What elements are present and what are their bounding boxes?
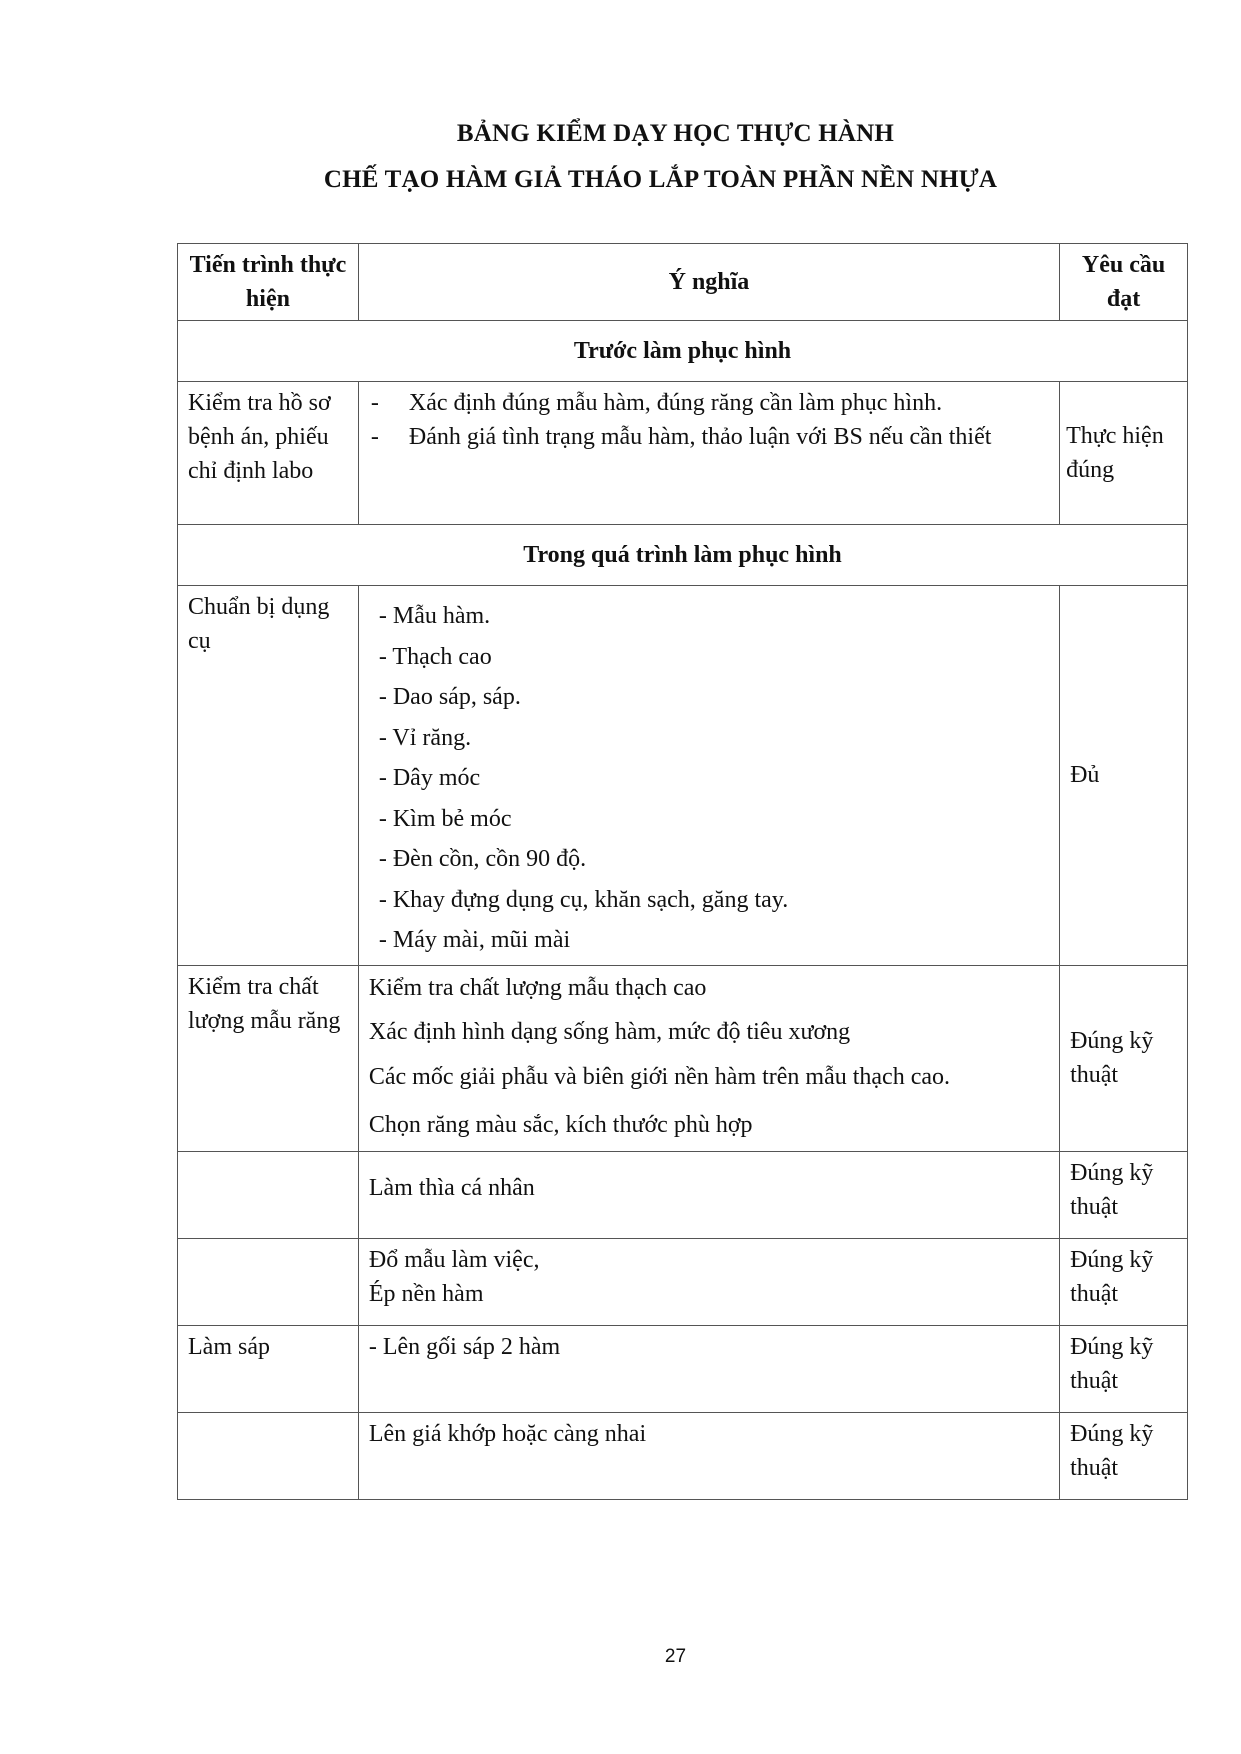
list-item: - Dây móc [378,765,481,791]
section-row [178,321,1188,382]
tool-list [369,590,1049,961]
requirement-cell: Đúng kỹ thuật [1060,1238,1188,1325]
requirement-cell: Đúng kỹ thuật [1060,965,1188,1151]
meaning-cell: Lên giá khớp hoặc càng nhai [358,1412,1059,1499]
meaning-cell [358,382,1059,525]
requirement-cell: Thực hiện đúng [1060,382,1188,525]
text-line: Xác định hình dạng sống hàm, mức độ tiêu xương [368,1018,851,1045]
section-title: Trước làm phục hình [178,321,1188,382]
checklist-table [177,243,1188,1500]
requirement-cell: Đúng kỹ thuật [1060,1412,1188,1499]
table-row [178,1325,1188,1412]
text-line: Các mốc giải phẫu và biên giới nền hàm trên mẫu thạch cao. [368,1063,951,1090]
meaning-cell [358,1238,1059,1325]
requirement-cell: Đúng kỹ thuật [1060,1325,1188,1412]
meaning-cell [358,965,1059,1151]
header-step: Tiến trình thực hiện [178,244,359,321]
meaning-cell [358,586,1059,966]
header-meaning: Ý nghĩa [358,244,1059,321]
step-cell: Chuẩn bị dụng cụ [178,586,359,966]
header-requirement: Yêu cầu đạt [1060,244,1188,321]
list-item: - Đánh giá tình trạng mẫu hàm, thảo luận với BS nếu cần thiết [370,424,992,450]
page-number: 27 [664,1646,687,1667]
requirement-cell: Đúng kỹ thuật [1060,1151,1188,1238]
list-item: - Máy mài, mũi mài [378,927,571,953]
section-row [178,525,1188,586]
step-cell: Kiểm tra chất lượng mẫu răng [178,965,359,1151]
step-cell [178,1238,359,1325]
meaning-cell: - Lên gối sáp 2 hàm [358,1325,1059,1412]
step-cell: Kiểm tra hồ sơ bệnh án, phiếu chỉ định labo [178,382,359,525]
text-line: Kiểm tra chất lượng mẫu thạch cao [368,974,707,1001]
step-cell [178,1412,359,1499]
table-row [178,1151,1188,1238]
step-cell [178,1151,359,1238]
list-item: - Thạch cao [378,643,492,670]
table-row [178,382,1188,525]
text-line: Chọn răng màu sắc, kích thước phù hợp [368,1111,753,1138]
table-row [178,1238,1188,1325]
list-item: - Đèn cồn, cồn 90 độ. [378,846,587,872]
requirement-cell: Đủ [1060,586,1188,966]
list-item: - Mẫu hàm. [378,603,491,629]
table-header-row [178,244,1188,321]
list-item: - Vỉ răng. [378,724,472,751]
list-item: - Kìm bẻ móc [378,805,512,832]
text-line: Ép nền hàm [368,1280,484,1307]
list-item: - Xác định đúng mẫu hàm, đúng răng cần làm phục hình. [370,390,943,416]
table-row [178,1412,1188,1499]
document-title-line-2: CHẾ TẠO HÀM GIẢ THÁO LẮP TOÀN PHẦN NỀN NHỰA [323,166,998,193]
step-cell: Làm sáp [178,1325,359,1412]
text-line: Đổ mẫu làm việc, [368,1246,540,1273]
meaning-cell: Làm thìa cá nhân [358,1151,1059,1238]
list-item: - Dao sáp, sáp. [378,684,521,710]
table-row [178,965,1188,1151]
list-item: - Khay đựng dụng cụ, khăn sạch, găng tay. [378,886,789,913]
table-row [178,586,1188,966]
document-title-line-1: BẢNG KIỂM DẠY HỌC THỰC HÀNH [456,120,895,147]
section-title: Trong quá trình làm phục hình [178,525,1188,586]
